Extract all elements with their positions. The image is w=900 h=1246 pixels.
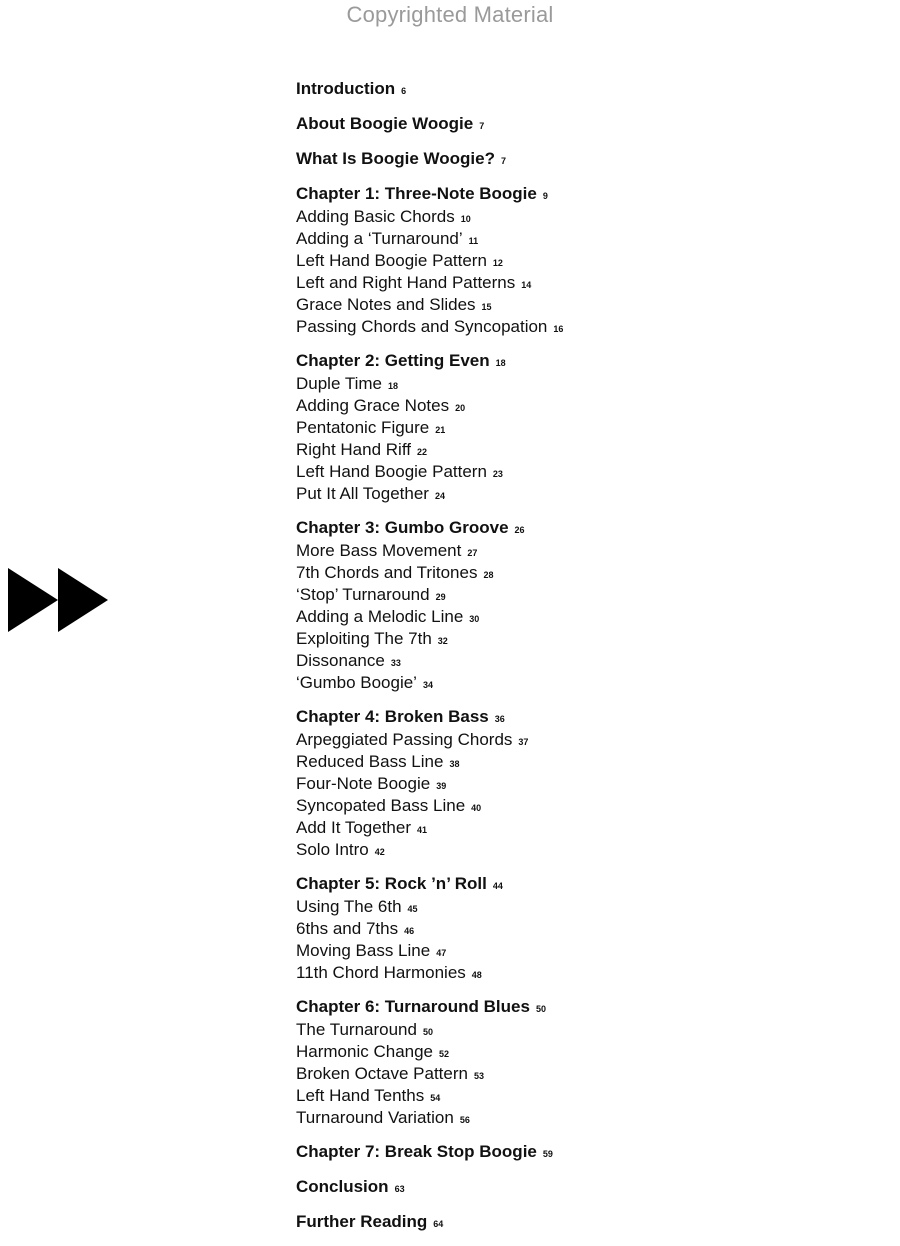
toc-entry-page: 48: [471, 970, 482, 980]
toc-entry-page: 45: [407, 904, 418, 914]
toc-entry-title: More Bass Movement: [296, 541, 462, 560]
toc-heading-page: 18: [495, 358, 506, 368]
toc-heading-title: About Boogie Woogie: [296, 114, 474, 133]
toc-entry: [296, 1020, 796, 1042]
toc-heading: [296, 148, 796, 172]
toc-entry: [296, 673, 796, 695]
toc-heading-title: Chapter 2: Getting Even: [296, 351, 490, 370]
toc-heading: [296, 517, 796, 541]
toc-heading: [296, 873, 796, 897]
toc-entry: [296, 963, 796, 985]
toc-entry: [296, 418, 796, 440]
toc-heading-page: 7: [479, 121, 485, 131]
toc-entry-page: 15: [481, 302, 492, 312]
toc-entry: [296, 651, 796, 673]
toc-entry-title: Left Hand Boogie Pattern: [296, 462, 487, 481]
toc-heading-title: Chapter 5: Rock ’n’ Roll: [296, 874, 487, 893]
toc-entry-page: 40: [471, 803, 482, 813]
toc-entry-title: Adding a Melodic Line: [296, 607, 464, 626]
toc-entry-title: Four-Note Boogie: [296, 774, 431, 793]
copyright-watermark: Copyrighted Material: [346, 2, 554, 27]
toc-entry-title: Dissonance: [296, 651, 385, 670]
toc-entry-title: Turnaround Variation: [296, 1108, 454, 1127]
toc-heading: [296, 706, 796, 730]
toc-heading-page: 44: [492, 881, 503, 891]
toc-entry-page: 20: [455, 403, 466, 413]
toc-entry-page: 41: [417, 825, 428, 835]
toc-heading: [296, 350, 796, 374]
toc-entry-title: ‘Gumbo Boogie’: [296, 673, 417, 692]
toc-entry-title: Moving Bass Line: [296, 941, 431, 960]
toc-entry-page: 47: [436, 948, 447, 958]
toc-entry-title: 6ths and 7ths: [296, 919, 399, 938]
toc-heading-page: 9: [542, 191, 548, 201]
toc-entry: [296, 541, 796, 563]
toc-section: [296, 996, 796, 1130]
toc-entry-page: 32: [437, 636, 448, 646]
toc-entry-page: 21: [435, 425, 446, 435]
toc-entry-page: 39: [436, 781, 447, 791]
toc-entry-page: 22: [416, 447, 427, 457]
toc-heading-title: Introduction: [296, 79, 396, 98]
toc-heading-page: 26: [514, 525, 525, 535]
toc-entry: [296, 629, 796, 651]
toc-section: [296, 706, 796, 862]
toc-entry: [296, 317, 796, 339]
toc-entry-page: 54: [430, 1093, 441, 1103]
toc-entry-title: Duple Time: [296, 374, 382, 393]
toc-entry: [296, 818, 796, 840]
toc-heading-page: 7: [500, 156, 506, 166]
toc-entry: [296, 1064, 796, 1086]
toc-entry-title: Adding a ‘Turnaround’: [296, 229, 463, 248]
toc-heading-page: 63: [394, 1184, 405, 1194]
toc-entry: [296, 229, 796, 251]
toc-entry-title: Right Hand Riff: [296, 440, 411, 459]
toc-heading-title: What Is Boogie Woogie?: [296, 149, 495, 168]
toc-entry: [296, 1086, 796, 1108]
toc-heading-page: 50: [535, 1004, 546, 1014]
toc-entry: [296, 563, 796, 585]
toc-entry-title: Exploiting The 7th: [296, 629, 432, 648]
toc-section: [296, 113, 796, 137]
toc-entry-page: 37: [518, 737, 529, 747]
toc-entry-title: Left Hand Tenths: [296, 1086, 425, 1105]
toc-heading-title: Chapter 1: Three-Note Boogie: [296, 184, 537, 203]
toc-entry: [296, 251, 796, 273]
toc-section: [296, 183, 796, 339]
toc-entry-title: Add It Together: [296, 818, 411, 837]
toc-entry-title: Put It All Together: [296, 484, 429, 503]
toc-heading-title: Conclusion: [296, 1177, 389, 1196]
toc-entry-page: 14: [521, 280, 532, 290]
toc-entry-page: 56: [459, 1115, 470, 1125]
toc-entry-title: The Turnaround: [296, 1020, 417, 1039]
toc-heading: [296, 78, 796, 102]
toc-section: [296, 1176, 796, 1200]
toc-entry-title: Reduced Bass Line: [296, 752, 444, 771]
toc-section: [296, 78, 796, 102]
toc-section: [296, 517, 796, 695]
toc-entry-title: 11th Chord Harmonies: [296, 963, 466, 982]
toc-entry-page: 10: [460, 214, 471, 224]
toc-heading: [296, 113, 796, 137]
toc-entry-title: Adding Grace Notes: [296, 396, 450, 415]
toc-entry: [296, 462, 796, 484]
toc-entry-page: 30: [469, 614, 480, 624]
toc-section: [296, 1211, 796, 1235]
toc-entry-title: Arpeggiated Passing Chords: [296, 730, 513, 749]
toc-entry: [296, 774, 796, 796]
toc-entry-title: Broken Octave Pattern: [296, 1064, 468, 1083]
toc-entry-title: Grace Notes and Slides: [296, 295, 476, 314]
toc-entry: [296, 796, 796, 818]
toc-entry-title: Syncopated Bass Line: [296, 796, 466, 815]
toc-entry-page: 34: [422, 680, 433, 690]
toc-heading: [296, 996, 796, 1020]
toc-entry: [296, 897, 796, 919]
toc-entry: [296, 585, 796, 607]
toc-entry-page: 50: [422, 1027, 433, 1037]
toc-entry-page: 24: [434, 491, 445, 501]
toc-entry-page: 28: [483, 570, 494, 580]
toc-entry-title: Adding Basic Chords: [296, 207, 455, 226]
toc-heading-title: Chapter 4: Broken Bass: [296, 707, 489, 726]
toc-entry-page: 42: [374, 847, 385, 857]
toc-entry-title: Solo Intro: [296, 840, 369, 859]
toc-section: [296, 350, 796, 506]
toc-heading: [296, 1141, 796, 1165]
toc-heading-title: Chapter 3: Gumbo Groove: [296, 518, 509, 537]
toc-entry: [296, 295, 796, 317]
toc-entry-title: Pentatonic Figure: [296, 418, 430, 437]
toc-heading-page: 36: [494, 714, 505, 724]
toc-heading-title: Chapter 6: Turnaround Blues: [296, 997, 530, 1016]
toc-heading-title: Further Reading: [296, 1212, 428, 1231]
toc-entry: [296, 730, 796, 752]
toc-entry-page: 16: [553, 324, 564, 334]
toc-entry: [296, 273, 796, 295]
toc-heading-page: 59: [542, 1149, 553, 1159]
toc-entry: [296, 207, 796, 229]
toc-heading: [296, 1211, 796, 1235]
toc-entry: [296, 941, 796, 963]
toc-entry: [296, 374, 796, 396]
toc-entry-title: ‘Stop’ Turnaround: [296, 585, 430, 604]
toc-entry-title: Passing Chords and Syncopation: [296, 317, 548, 336]
toc-heading: [296, 1176, 796, 1200]
toc-entry-page: 52: [439, 1049, 450, 1059]
toc-entry: [296, 1108, 796, 1130]
toc-entry-page: 33: [390, 658, 401, 668]
fast-forward-icon: [8, 568, 112, 632]
toc-section: [296, 148, 796, 172]
toc-section: [296, 1141, 796, 1165]
toc-heading-page: 64: [433, 1219, 444, 1229]
toc-entry-page: 27: [467, 548, 478, 558]
toc-heading-title: Chapter 7: Break Stop Boogie: [296, 1142, 537, 1161]
toc-entry-title: Left and Right Hand Patterns: [296, 273, 516, 292]
toc-entry: [296, 840, 796, 862]
toc-entry-title: Harmonic Change: [296, 1042, 434, 1061]
toc-entry: [296, 752, 796, 774]
toc-entry: [296, 396, 796, 418]
toc-entry: [296, 484, 796, 506]
toc-entry: [296, 1042, 796, 1064]
toc-heading: [296, 183, 796, 207]
toc-entry-title: 7th Chords and Tritones: [296, 563, 478, 582]
toc-entry-page: 11: [468, 236, 479, 246]
toc-section: [296, 873, 796, 985]
toc-entry: [296, 919, 796, 941]
toc-entry-page: 18: [387, 381, 398, 391]
toc-entry-page: 12: [492, 258, 503, 268]
toc-entry-title: Using The 6th: [296, 897, 402, 916]
toc-entry: [296, 607, 796, 629]
toc-entry-title: Left Hand Boogie Pattern: [296, 251, 487, 270]
toc-entry-page: 46: [404, 926, 415, 936]
toc-entry-page: 38: [449, 759, 460, 769]
toc-entry: [296, 440, 796, 462]
toc-heading-page: 6: [401, 86, 407, 96]
toc-entry-page: 29: [435, 592, 446, 602]
toc-entry-page: 23: [492, 469, 503, 479]
toc-entry-page: 53: [473, 1071, 484, 1081]
table-of-contents: [296, 78, 796, 1246]
